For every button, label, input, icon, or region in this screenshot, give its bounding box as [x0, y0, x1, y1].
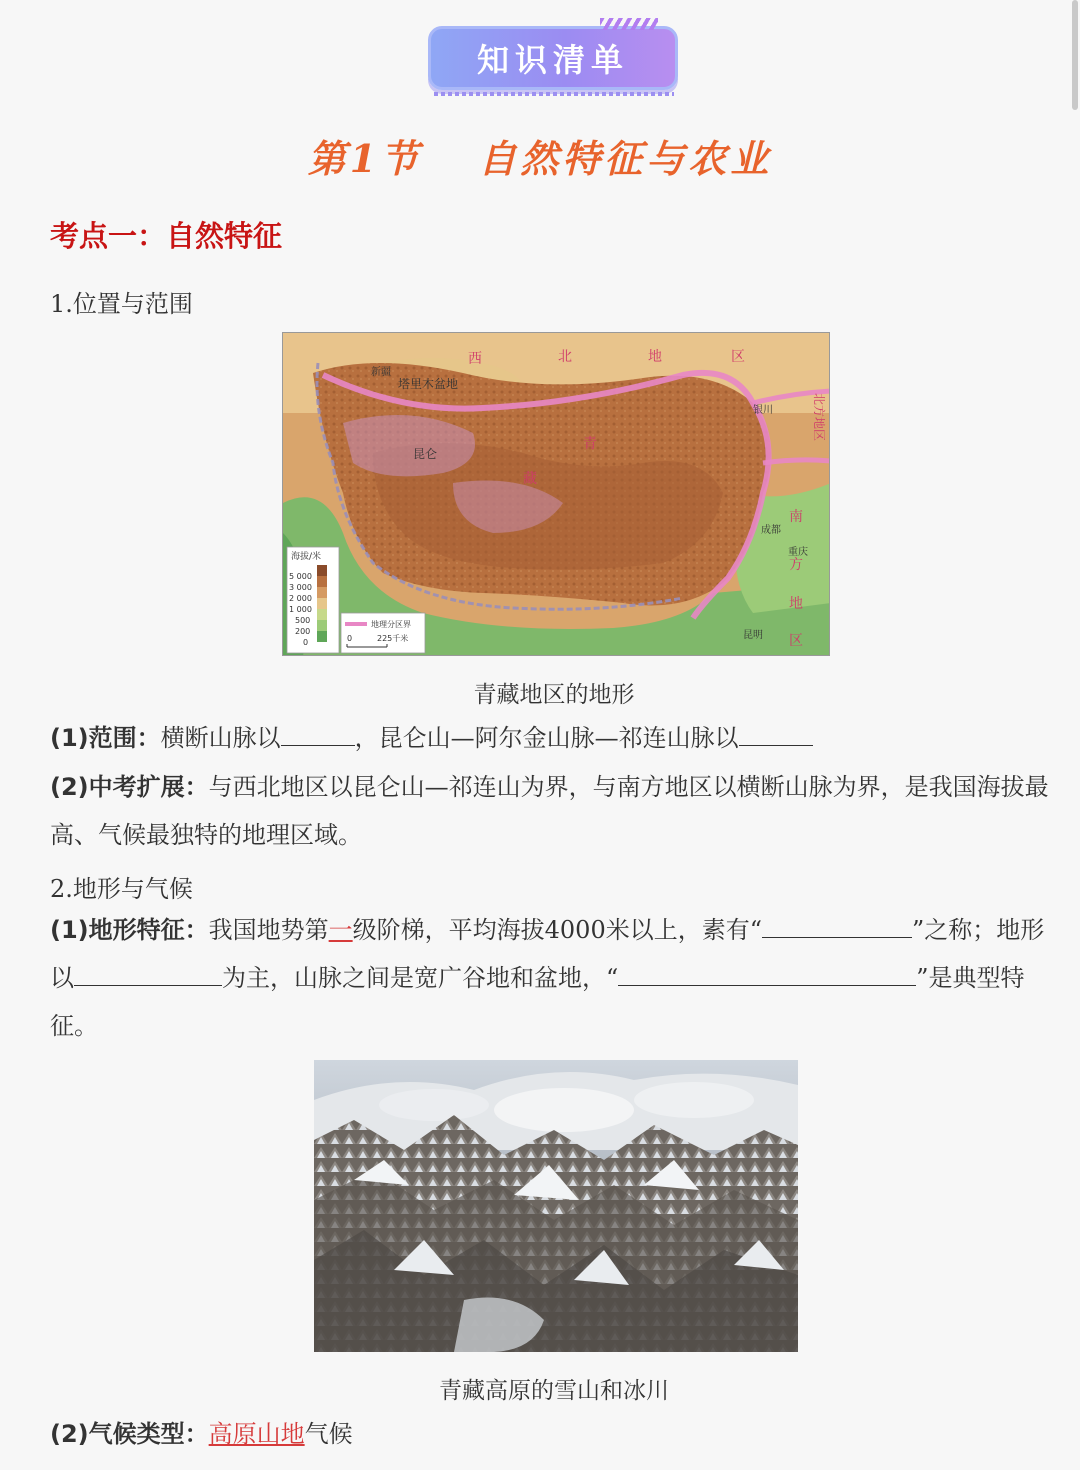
- blank-1: [281, 719, 355, 746]
- map-place-label: 重庆: [788, 547, 808, 558]
- extension-label: (2)中考扩展：: [50, 773, 209, 801]
- terrain-answer-1: 一: [328, 916, 353, 944]
- climate-item: [50, 1410, 1062, 1458]
- map-place-label: 新疆: [371, 367, 391, 378]
- map-region-label: 地: [789, 596, 803, 612]
- terrain-text-b: 级阶梯，平均海拔4000米以上，素有“: [352, 916, 762, 944]
- section-name: 自然特征与农业: [478, 136, 773, 181]
- terrain-text-c: ”之称；地形以: [50, 916, 1045, 992]
- heading-position-range: 1.位置与范围: [50, 290, 193, 318]
- map-place-label: 银川: [753, 405, 773, 416]
- badge-text: 知识清单: [476, 41, 629, 79]
- blank-3: [762, 911, 912, 938]
- snow-mountain-photo: [314, 1060, 798, 1352]
- map-place-label: 昆仑: [413, 447, 438, 461]
- legend-value: 5 000: [289, 572, 312, 581]
- terrain-text-a: 我国地势第: [208, 916, 329, 944]
- section-number: 第1节: [307, 136, 423, 181]
- legend-value: 3 000: [289, 583, 312, 592]
- range-text-a: 横断山脉以: [160, 724, 281, 752]
- extension-text: 与西北地区以昆仑山—祁连山为界，与南方地区以横断山脉为界，是我国海拔最高、气候最独特的地理区域。: [50, 773, 1049, 849]
- photo-caption: 青藏高原的雪山和冰川: [439, 1378, 669, 1404]
- range-item: [50, 714, 1062, 762]
- climate-tail: 气候: [304, 1420, 353, 1448]
- heading-terrain-climate: 2.地形与气候: [50, 875, 193, 903]
- scrollbar[interactable]: [1072, 0, 1078, 110]
- map-place-label: 昆明: [743, 630, 763, 641]
- blank-5: [618, 959, 916, 986]
- map-scale-zero: 0: [347, 634, 353, 643]
- map-caption: 青藏地区的地形: [473, 682, 635, 708]
- header-badge: [428, 26, 680, 96]
- map-place-label: 成都: [761, 525, 781, 536]
- map-legend-title: 海拔/米: [291, 552, 322, 562]
- climate-answer: 高原山地: [208, 1420, 305, 1448]
- map-region-label: 区: [789, 633, 803, 649]
- map-region-label: 区: [731, 349, 745, 365]
- badge-dots-decoration: [434, 92, 674, 96]
- kaodian-heading: 考点一：自然特征: [50, 219, 283, 253]
- legend-value: 500: [295, 616, 311, 625]
- map-region-label: 地: [648, 349, 662, 365]
- terrain-item: [50, 906, 1062, 1050]
- map-region-label: 北: [558, 349, 572, 365]
- range-text-b: ，昆仑山—阿尔金山脉—祁连山脉以: [354, 724, 739, 752]
- legend-value: 200: [295, 627, 311, 636]
- badge-stripes-decoration: [600, 18, 658, 30]
- map-place-label: 塔里木盆地: [398, 377, 459, 391]
- legend-value: 0: [303, 638, 309, 647]
- map-region-label: 南: [789, 509, 803, 525]
- extension-item: [50, 763, 1062, 859]
- legend-value: 2 000: [289, 594, 312, 603]
- blank-4: [74, 959, 222, 986]
- map-region-label: 西: [468, 351, 482, 367]
- blank-2: [739, 719, 813, 746]
- map-boundary-label: 地理分区界: [371, 620, 411, 629]
- terrain-text-e: ”是典型特征。: [50, 964, 1025, 1040]
- badge-box: [428, 26, 678, 90]
- section-title: [0, 128, 1080, 183]
- climate-label: (2)气候类型：: [50, 1420, 209, 1448]
- range-label: (1)范围：: [50, 724, 161, 752]
- map-place-label: 藏: [523, 471, 537, 487]
- map-region-label: 方: [789, 557, 803, 573]
- legend-value: 1 000: [289, 605, 312, 614]
- map-region-label-north: 北方地区: [812, 393, 826, 442]
- terrain-label: (1)地形特征：: [50, 916, 209, 944]
- map-place-label: 青: [583, 436, 597, 452]
- map-scale-value: 225千米: [377, 634, 409, 643]
- terrain-map: [282, 332, 830, 656]
- terrain-text-d: 为主，山脉之间是宽广谷地和盆地，“: [222, 964, 619, 992]
